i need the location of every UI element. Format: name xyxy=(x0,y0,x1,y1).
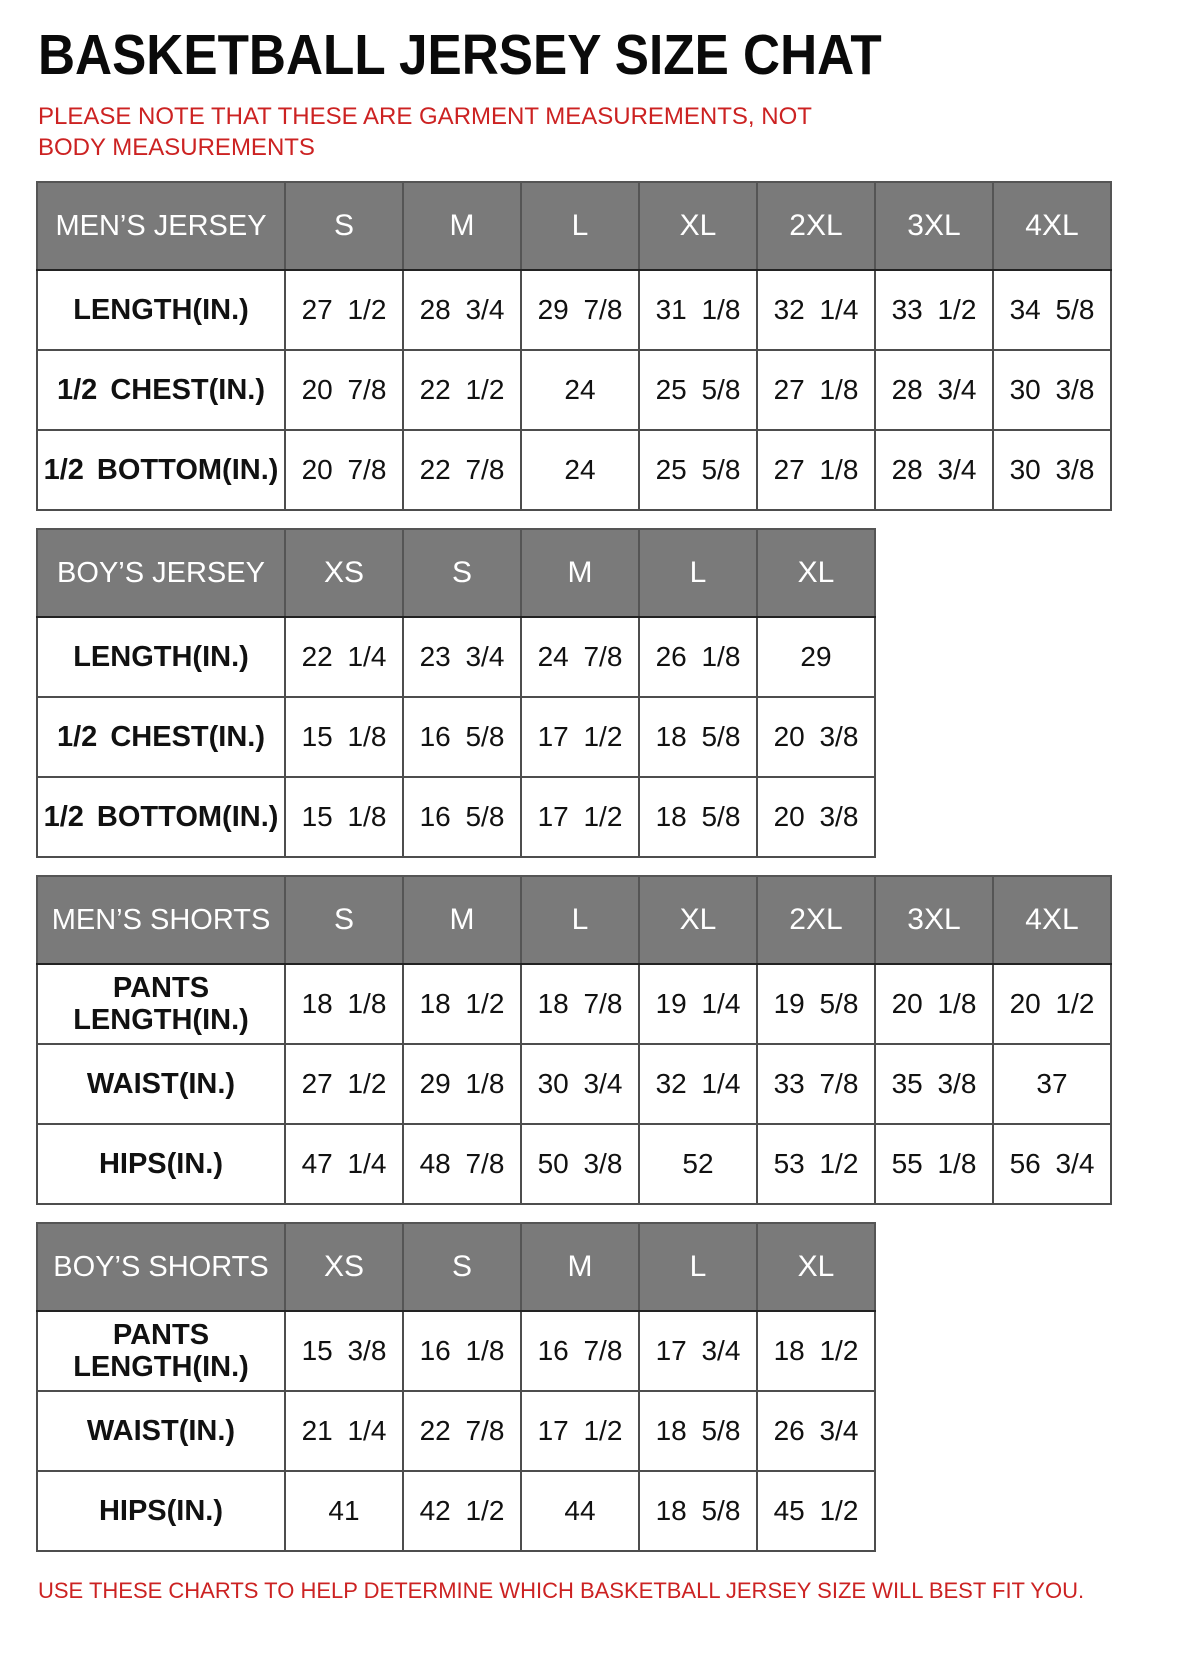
table-row xyxy=(37,1391,875,1471)
size-cell: 17 1/2 xyxy=(521,1391,639,1471)
row-label: WAIST(IN.) xyxy=(37,1044,285,1124)
size-cell: 15 3/8 xyxy=(285,1311,403,1391)
size-table-men-s-shorts xyxy=(36,875,1112,1205)
row-label: 1/2 BOTTOM(IN.) xyxy=(37,777,285,857)
header-row xyxy=(37,1223,875,1311)
size-cell: 52 xyxy=(639,1124,757,1204)
size-cell: 17 1/2 xyxy=(521,777,639,857)
size-cell: 56 3/4 xyxy=(993,1124,1111,1204)
size-cell: 18 5/8 xyxy=(639,1471,757,1551)
header-row xyxy=(37,182,1111,270)
size-cell: 26 3/4 xyxy=(757,1391,875,1471)
row-label: 1/2 CHEST(IN.) xyxy=(37,697,285,777)
tables-container xyxy=(36,181,1164,1552)
row-label: 1/2 BOTTOM(IN.) xyxy=(37,430,285,510)
table-row xyxy=(37,697,875,777)
size-cell: 20 1/8 xyxy=(875,964,993,1044)
size-cell: 26 1/8 xyxy=(639,617,757,697)
size-col-header-l: L xyxy=(521,876,639,964)
table-row xyxy=(37,430,1111,510)
table-title-cell: MEN’S SHORTS xyxy=(37,876,285,964)
size-col-header-3xl: 3XL xyxy=(875,876,993,964)
size-col-header-m: M xyxy=(403,876,521,964)
row-label: LENGTH(IN.) xyxy=(37,617,285,697)
size-col-header-xl: XL xyxy=(757,1223,875,1311)
size-cell: 22 1/2 xyxy=(403,350,521,430)
size-cell: 16 7/8 xyxy=(521,1311,639,1391)
size-cell: 20 3/8 xyxy=(757,777,875,857)
size-cell: 21 1/4 xyxy=(285,1391,403,1471)
page-title-text: BASKETBALL JERSEY SIZE CHAT xyxy=(38,23,882,87)
size-col-header-xl: XL xyxy=(757,529,875,617)
table-title-cell: BOY’S JERSEY xyxy=(37,529,285,617)
table-row xyxy=(37,964,1111,1044)
size-cell: 25 5/8 xyxy=(639,350,757,430)
size-cell: 17 1/2 xyxy=(521,697,639,777)
size-cell: 18 7/8 xyxy=(521,964,639,1044)
size-cell: 28 3/4 xyxy=(875,430,993,510)
size-table-boy-s-shorts xyxy=(36,1222,876,1552)
size-cell: 27 1/8 xyxy=(757,350,875,430)
size-cell: 17 3/4 xyxy=(639,1311,757,1391)
size-col-header-xl: XL xyxy=(639,876,757,964)
size-cell: 23 3/4 xyxy=(403,617,521,697)
row-label: WAIST(IN.) xyxy=(37,1391,285,1471)
size-cell: 32 1/4 xyxy=(757,270,875,350)
size-col-header-4xl: 4XL xyxy=(993,182,1111,270)
size-cell: 25 5/8 xyxy=(639,430,757,510)
size-cell: 31 1/8 xyxy=(639,270,757,350)
size-cell: 16 1/8 xyxy=(403,1311,521,1391)
size-cell: 30 3/8 xyxy=(993,430,1111,510)
size-col-header-2xl: 2XL xyxy=(757,876,875,964)
size-cell: 18 5/8 xyxy=(639,777,757,857)
size-cell: 44 xyxy=(521,1471,639,1551)
table-row xyxy=(37,1124,1111,1204)
size-cell: 27 1/8 xyxy=(757,430,875,510)
size-cell: 35 3/8 xyxy=(875,1044,993,1124)
page-title xyxy=(38,22,1164,88)
size-cell: 15 1/8 xyxy=(285,697,403,777)
size-cell: 20 3/8 xyxy=(757,697,875,777)
size-cell: 28 3/4 xyxy=(875,350,993,430)
size-cell: 30 3/8 xyxy=(993,350,1111,430)
table-row xyxy=(37,350,1111,430)
size-cell: 20 7/8 xyxy=(285,430,403,510)
size-cell: 27 1/2 xyxy=(285,1044,403,1124)
size-cell: 32 1/4 xyxy=(639,1044,757,1124)
table-title-cell: MEN’S JERSEY xyxy=(37,182,285,270)
garment-measurement-note: PLEASE NOTE THAT THESE ARE GARMENT MEASUREMENTS, NOT BODY MEASUREMENTS xyxy=(38,103,812,161)
size-cell: 19 5/8 xyxy=(757,964,875,1044)
size-col-header-m: M xyxy=(403,182,521,270)
size-cell: 24 xyxy=(521,350,639,430)
size-cell: 18 1/8 xyxy=(285,964,403,1044)
size-table-men-s-jersey xyxy=(36,181,1112,511)
size-col-header-m: M xyxy=(521,1223,639,1311)
size-cell: 22 7/8 xyxy=(403,1391,521,1471)
size-col-header-s: S xyxy=(403,529,521,617)
size-col-header-m: M xyxy=(521,529,639,617)
size-cell: 33 7/8 xyxy=(757,1044,875,1124)
size-col-header-2xl: 2XL xyxy=(757,182,875,270)
size-table-boy-s-jersey xyxy=(36,528,876,858)
row-label: HIPS(IN.) xyxy=(37,1471,285,1551)
size-cell: 16 5/8 xyxy=(403,777,521,857)
size-cell: 18 1/2 xyxy=(757,1311,875,1391)
size-cell: 55 1/8 xyxy=(875,1124,993,1204)
size-cell: 15 1/8 xyxy=(285,777,403,857)
size-cell: 16 5/8 xyxy=(403,697,521,777)
row-label: LENGTH(IN.) xyxy=(37,270,285,350)
size-col-header-xl: XL xyxy=(639,182,757,270)
size-cell: 19 1/4 xyxy=(639,964,757,1044)
size-col-header-xs: XS xyxy=(285,529,403,617)
table-row xyxy=(37,270,1111,350)
size-col-header-xs: XS xyxy=(285,1223,403,1311)
size-cell: 29 xyxy=(757,617,875,697)
size-cell: 50 3/8 xyxy=(521,1124,639,1204)
table-row xyxy=(37,1044,1111,1124)
size-cell: 29 7/8 xyxy=(521,270,639,350)
size-cell: 24 xyxy=(521,430,639,510)
size-cell: 22 7/8 xyxy=(403,430,521,510)
size-cell: 20 1/2 xyxy=(993,964,1111,1044)
table-row xyxy=(37,1311,875,1391)
size-cell: 28 3/4 xyxy=(403,270,521,350)
size-cell: 27 1/2 xyxy=(285,270,403,350)
size-cell: 47 1/4 xyxy=(285,1124,403,1204)
table-row xyxy=(37,1471,875,1551)
size-col-header-l: L xyxy=(639,529,757,617)
size-cell: 34 5/8 xyxy=(993,270,1111,350)
size-cell: 42 1/2 xyxy=(403,1471,521,1551)
size-cell: 22 1/4 xyxy=(285,617,403,697)
row-label: PANTS LENGTH(IN.) xyxy=(37,964,285,1044)
size-cell: 29 1/8 xyxy=(403,1044,521,1124)
header-row xyxy=(37,876,1111,964)
size-cell: 30 3/4 xyxy=(521,1044,639,1124)
size-cell: 37 xyxy=(993,1044,1111,1124)
row-label: PANTS LENGTH(IN.) xyxy=(37,1311,285,1391)
size-col-header-l: L xyxy=(521,182,639,270)
size-cell: 24 7/8 xyxy=(521,617,639,697)
table-row xyxy=(37,777,875,857)
size-cell: 45 1/2 xyxy=(757,1471,875,1551)
row-label: HIPS(IN.) xyxy=(37,1124,285,1204)
size-cell: 33 1/2 xyxy=(875,270,993,350)
table-title-cell: BOY’S SHORTS xyxy=(37,1223,285,1311)
size-cell: 18 1/2 xyxy=(403,964,521,1044)
size-cell: 48 7/8 xyxy=(403,1124,521,1204)
row-label: 1/2 CHEST(IN.) xyxy=(37,350,285,430)
size-cell: 53 1/2 xyxy=(757,1124,875,1204)
size-col-header-s: S xyxy=(285,876,403,964)
table-row xyxy=(37,617,875,697)
size-col-header-4xl: 4XL xyxy=(993,876,1111,964)
header-row xyxy=(37,529,875,617)
size-cell: 18 5/8 xyxy=(639,1391,757,1471)
size-col-header-s: S xyxy=(285,182,403,270)
size-col-header-l: L xyxy=(639,1223,757,1311)
size-col-header-3xl: 3XL xyxy=(875,182,993,270)
size-col-header-s: S xyxy=(403,1223,521,1311)
footer-note: USE THESE CHARTS TO HELP DETERMINE WHICH BASKETBALL JERSEY SIZE WILL BEST FIT YOU. xyxy=(38,1578,1085,1604)
size-cell: 18 5/8 xyxy=(639,697,757,777)
size-cell: 41 xyxy=(285,1471,403,1551)
size-cell: 20 7/8 xyxy=(285,350,403,430)
